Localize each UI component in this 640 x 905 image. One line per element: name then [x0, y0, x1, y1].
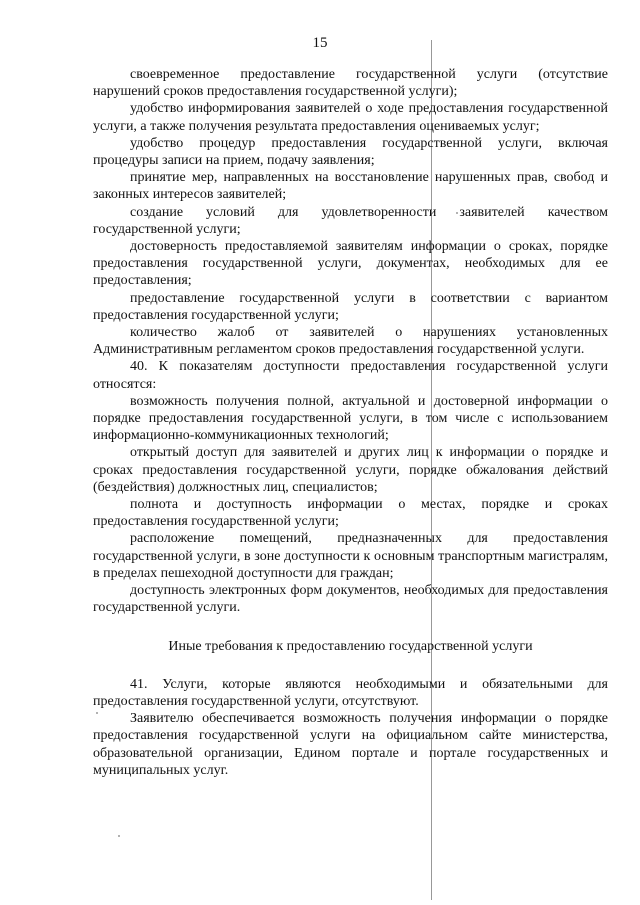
paragraph: своевременное предоставление государственной услуги (отсутствие нарушений сроков предоставления государственной услуги); [93, 67, 608, 100]
paragraph: создание условий для удовлетворенности заявителей качеством государственной услуги; [93, 204, 608, 237]
paragraph: удобство процедур предоставления государственной услуги, включая процедуры записи на прием, подачу заявления; [93, 135, 608, 169]
paragraph: удобство информирования заявителей о ходе предоставления государственной услуги, а также получения результата предоставления оцениваемых услуг; [93, 101, 608, 134]
scan-speck [118, 835, 120, 837]
paragraph-item-40: 40. К показателям доступности предоставления государственной услуги относятся: [93, 359, 608, 392]
page-number: 15 [312, 35, 328, 51]
paragraph: предоставление государственной услуги в соответствии с вариантом предоставления государственной услуги; [93, 290, 608, 323]
paragraph: принятие мер, направленных на восстановление нарушенных прав, свобод и законных интересов заявителей; [93, 170, 608, 203]
paragraph: доступность электронных форм документов, необходимых для предоставления государственной услуги. [93, 583, 608, 616]
paragraph: возможность получения полной, актуальной и достоверной информации о порядке предоставления государственной услуги, в том числе с использованием информационно-коммуникационных технологий; [93, 393, 608, 444]
document-body [93, 66, 608, 779]
paragraph: расположение помещений, предназначенных для предоставления государственной услуги, в зоне доступности к основным транспортным магистралям, в пределах пешеходной доступности для граждан; [93, 531, 608, 581]
paragraph: открытый доступ для заявителей и других лиц к информации о порядке и сроках предоставления государственной услуги, порядке обжалования действий (бездействия) должностных лиц, специалистов; [93, 445, 608, 495]
section-heading: Иные требования к предоставлению государственной услуги [168, 638, 533, 654]
paragraph: Заявителю обеспечивается возможность получения информации о порядке предоставления государственной услуги на официальном сайте министерства, образовательной организации, Едином портале и портале государственных и муниципальных услуг. [93, 711, 608, 778]
paragraph: достоверность предоставляемой заявителям информации о сроках, порядке предоставления государственной услуги, документах, необходимых для ее предоставления; [93, 239, 608, 289]
paragraph: полнота и доступность информации о местах, порядке и сроках предоставления государственной услуги; [93, 497, 608, 530]
paragraph-item-41: 41. Услуги, которые являются необходимыми и обязательными для предоставления государственной услуги, отсутствуют. [93, 676, 608, 709]
paragraph: количество жалоб от заявителей о нарушениях установленных Административным регламентом сроков предоставления государственной услуги. [93, 325, 608, 358]
